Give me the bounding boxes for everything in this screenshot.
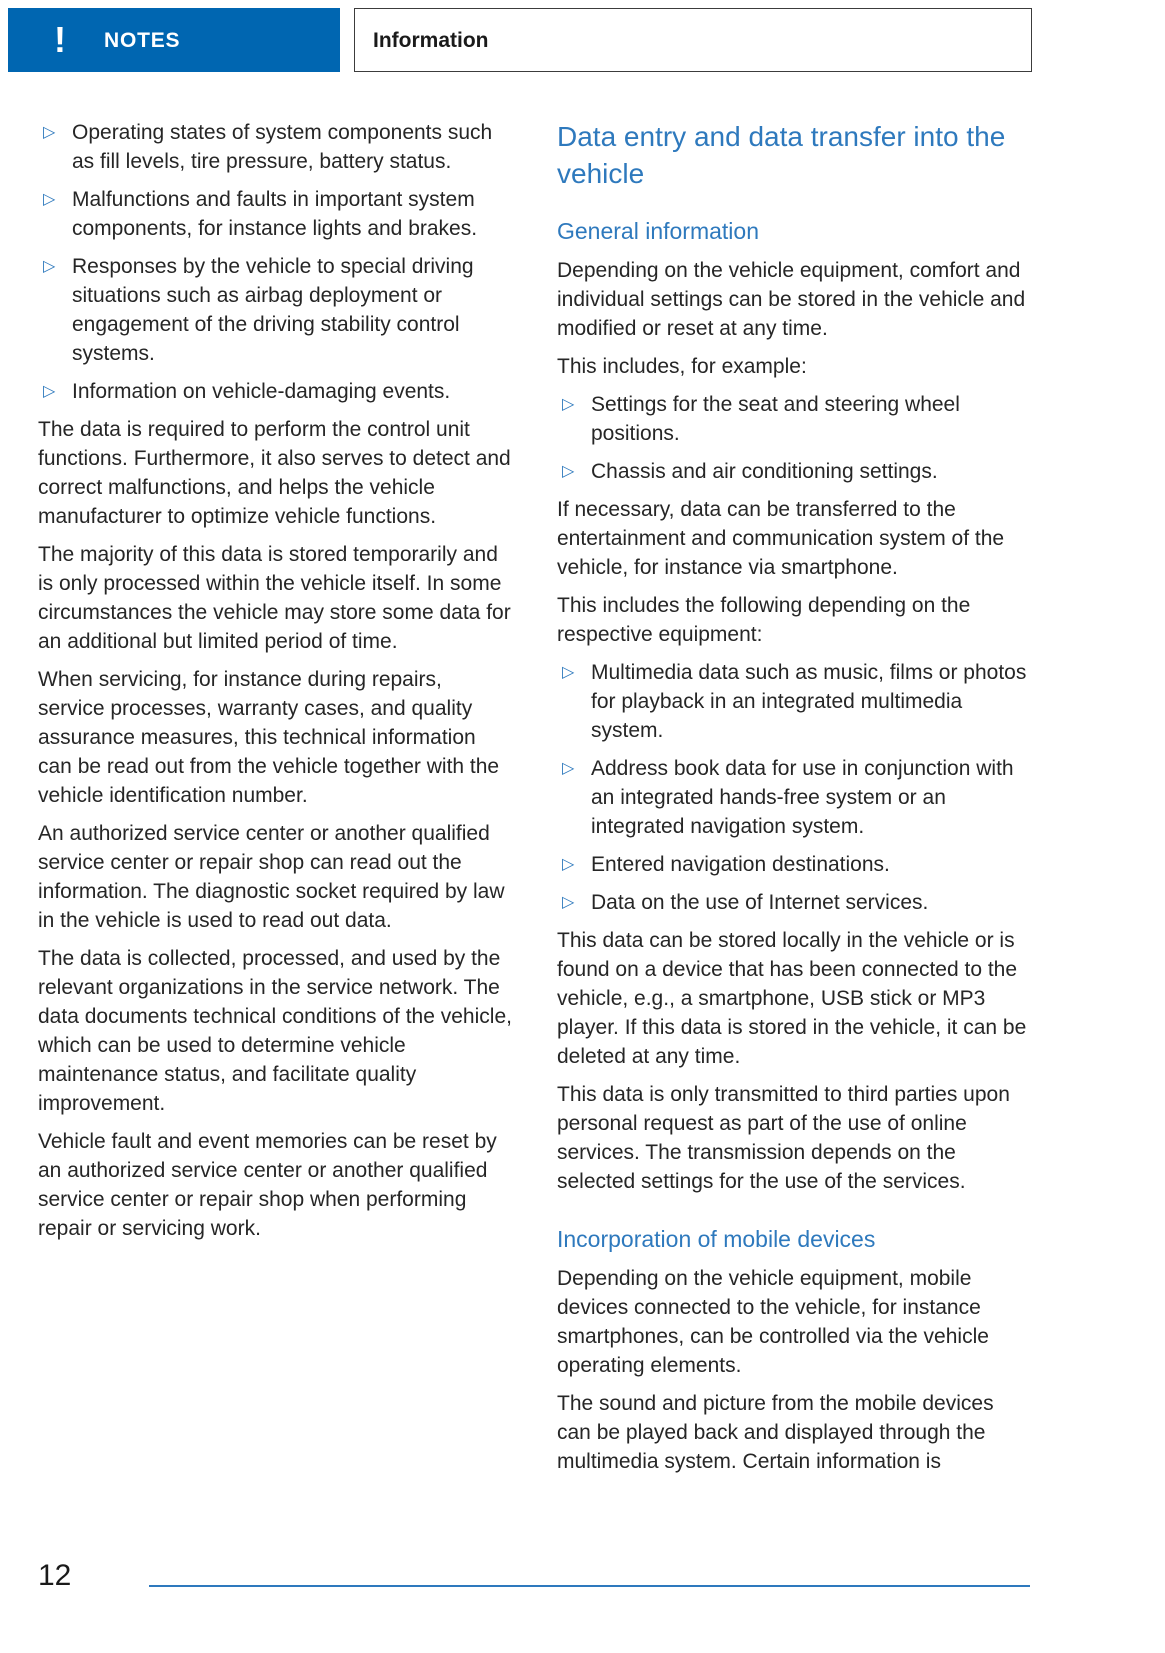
list-item-text: Information on vehicle-damaging events. [72,380,451,403]
list-item [38,185,513,243]
list-item [557,850,1032,879]
paragraph: When servicing, for instance during repairs, service processes, warranty cases, and quality assurance measures, this technical information can be read out from the vehicle together with the vehicle identification number. [38,668,500,807]
paragraph: Depending on the vehicle equipment, comfort and individual settings can be stored in the vehicle and modified or reset at any time. [557,259,1026,340]
list-item-text: Operating states of system components such as fill levels, tire pressure, battery status. [72,121,493,173]
notes-badge [8,8,340,72]
triangle-bullet-icon: ▷ [43,124,56,141]
subheading-general-information: General information [557,218,759,244]
page-number: 12 [38,1559,72,1592]
list-item [38,377,513,406]
list-item [557,658,1032,745]
paragraph: This includes, for example: [557,355,807,378]
list-item-text: Chassis and air conditioning settings. [591,460,938,483]
triangle-bullet-icon: ▷ [562,664,575,681]
triangle-bullet-icon: ▷ [43,191,56,208]
section-heading: Data entry and data transfer into the vehicle [557,121,1006,189]
list-item [557,390,1032,448]
paragraph: The data is required to perform the control unit functions. Furthermore, it also serves to detect and correct malfunctions, and helps the vehicle manufacturer to optimize vehicle functions. [38,418,511,528]
triangle-bullet-icon: ▷ [562,856,575,873]
footer-rule [149,1585,1030,1587]
paragraph: Depending on the vehicle equipment, mobile devices connected to the vehicle, for instance smartphones, can be controlled via the vehicle operating elements. [557,1267,989,1377]
right-column [557,118,1032,1485]
triangle-bullet-icon: ▷ [43,258,56,275]
paragraph: The sound and picture from the mobile devices can be played back and displayed through the multimedia system. Certain information is [557,1392,994,1473]
exclamation-icon: ! [54,19,66,60]
page-footer [38,1561,1030,1591]
list-item-text: Address book data for use in conjunction with an integrated hands-free system or an integrated navigation system. [591,757,1014,838]
paragraph: This includes the following depending on the respective equipment: [557,594,971,646]
list-item-text: Data on the use of Internet services. [591,891,929,914]
paragraph: The data is collected, processed, and used by the relevant organizations in the service network. The data documents technical conditions of the vehicle, which can be used to determine vehicle maintenance status, and facilitate quality improvement. [38,947,512,1115]
page-header [8,8,1032,72]
list-item [38,118,513,176]
left-column [38,118,513,1485]
paragraph: Vehicle fault and event memories can be reset by an authorized service center or another qualified service center or repair shop when performing repair or servicing work. [38,1130,497,1240]
list-item-text: Responses by the vehicle to special driving situations such as airbag deployment or engagement of the driving stability control systems. [72,255,474,365]
list-item [557,888,1032,917]
list-item [557,754,1032,841]
list-item-text: Multimedia data such as music, films or photos for playback in an integrated multimedia system. [591,661,1027,742]
triangle-bullet-icon: ▷ [43,383,56,400]
paragraph: An authorized service center or another qualified service center or repair shop can read out the information. The diagnostic socket required by law in the vehicle is used to read out data. [38,822,505,932]
paragraph: This data can be stored locally in the vehicle or is found on a device that has been connected to the vehicle, e.g., a smartphone, USB stick or MP3 player. If this data is stored in the vehicle, it can be deleted at any time. [557,929,1027,1068]
list-item-text: Malfunctions and faults in important system components, for instance lights and brakes. [72,188,478,240]
subheading-incorporation-of-mobile-devices: Incorporation of mobile devices [557,1226,876,1252]
triangle-bullet-icon: ▷ [562,396,575,413]
section-title-box [354,8,1032,72]
triangle-bullet-icon: ▷ [562,463,575,480]
notes-label: NOTES [104,28,181,52]
paragraph: The majority of this data is stored temporarily and is only processed within the vehicle itself. In some circumstances the vehicle may store some data for an additional but limited period of time. [38,543,511,653]
list-item [557,457,1032,486]
list-item-text: Settings for the seat and steering wheel positions. [591,393,960,445]
paragraph: This data is only transmitted to third parties upon personal request as part of the use of online services. The transmission depends on the selected settings for the use of the services. [557,1083,1010,1193]
triangle-bullet-icon: ▷ [562,894,575,911]
list-item [38,252,513,368]
section-title: Information [373,28,489,52]
paragraph: If necessary, data can be transferred to the entertainment and communication system of the vehicle, for instance via smartphone. [557,498,1005,579]
content-columns [38,118,1032,1485]
triangle-bullet-icon: ▷ [562,760,575,777]
list-item-text: Entered navigation destinations. [591,853,890,876]
